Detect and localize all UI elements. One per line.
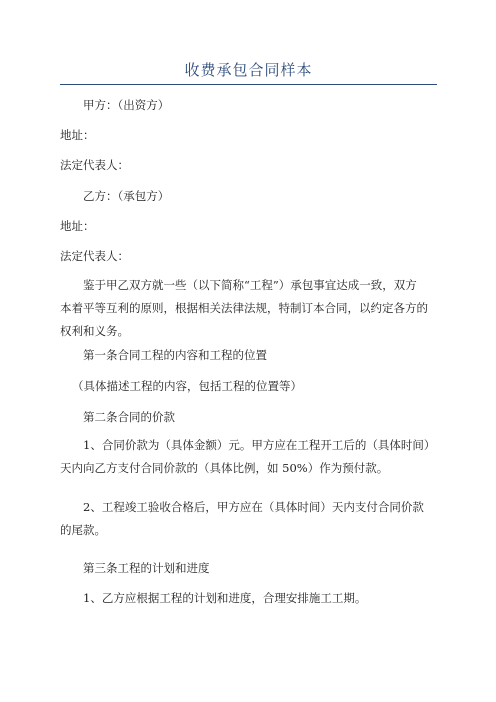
title-divider — [60, 84, 437, 85]
article-2-item-1 — [60, 434, 435, 480]
party-b-address: 地址： — [60, 219, 95, 233]
article-1-heading: 第一条合同工程的内容和工程的位置 — [83, 348, 267, 362]
article-2-item-1-line: 1、合同价款为（具体金额）元。甲方应在工程开工后的（具体时间） — [83, 438, 436, 452]
article-3-heading: 第三条工程的计划和进度 — [83, 561, 210, 575]
article-1-body: （具体描述工程的内容，包括工程的位置等） — [72, 379, 302, 393]
article-2-heading: 第二条合同的价款 — [83, 410, 175, 424]
document-title: 收费承包合同样本 — [184, 61, 313, 79]
party-b-heading: 乙方：（承包方） — [83, 189, 170, 203]
party-a-address: 地址： — [60, 128, 95, 142]
article-2-item-2 — [60, 496, 424, 542]
article-2-item-1-line: 天内向乙方支付合同价款的（具体比例，如 50%）作为预付款。 — [60, 461, 389, 475]
article-3-item-1: 1、乙方应根据工程的计划和进度，合理安排施工工期。 — [83, 591, 367, 605]
article-2-item-2-line: 2、工程竣工验收合格后，甲方应在（具体时间）天内支付合同价款 — [83, 500, 424, 514]
preamble-line: 鉴于甲乙双方就一些（以下简称“工程”）承包事宜达成一致，双方 — [83, 278, 417, 292]
preamble-line: 本着平等互利的原则，根据相关法律法规，特制订本合同，以约定各方的 — [60, 301, 428, 315]
party-a-representative: 法定代表人： — [60, 158, 129, 172]
party-a-heading: 甲方：（出资方） — [83, 98, 170, 112]
party-b-representative: 法定代表人： — [60, 249, 129, 263]
preamble-line: 权利和义务。 — [60, 324, 129, 338]
article-2-item-2-line: 的尾款。 — [60, 523, 106, 537]
preamble-paragraph — [60, 274, 428, 343]
